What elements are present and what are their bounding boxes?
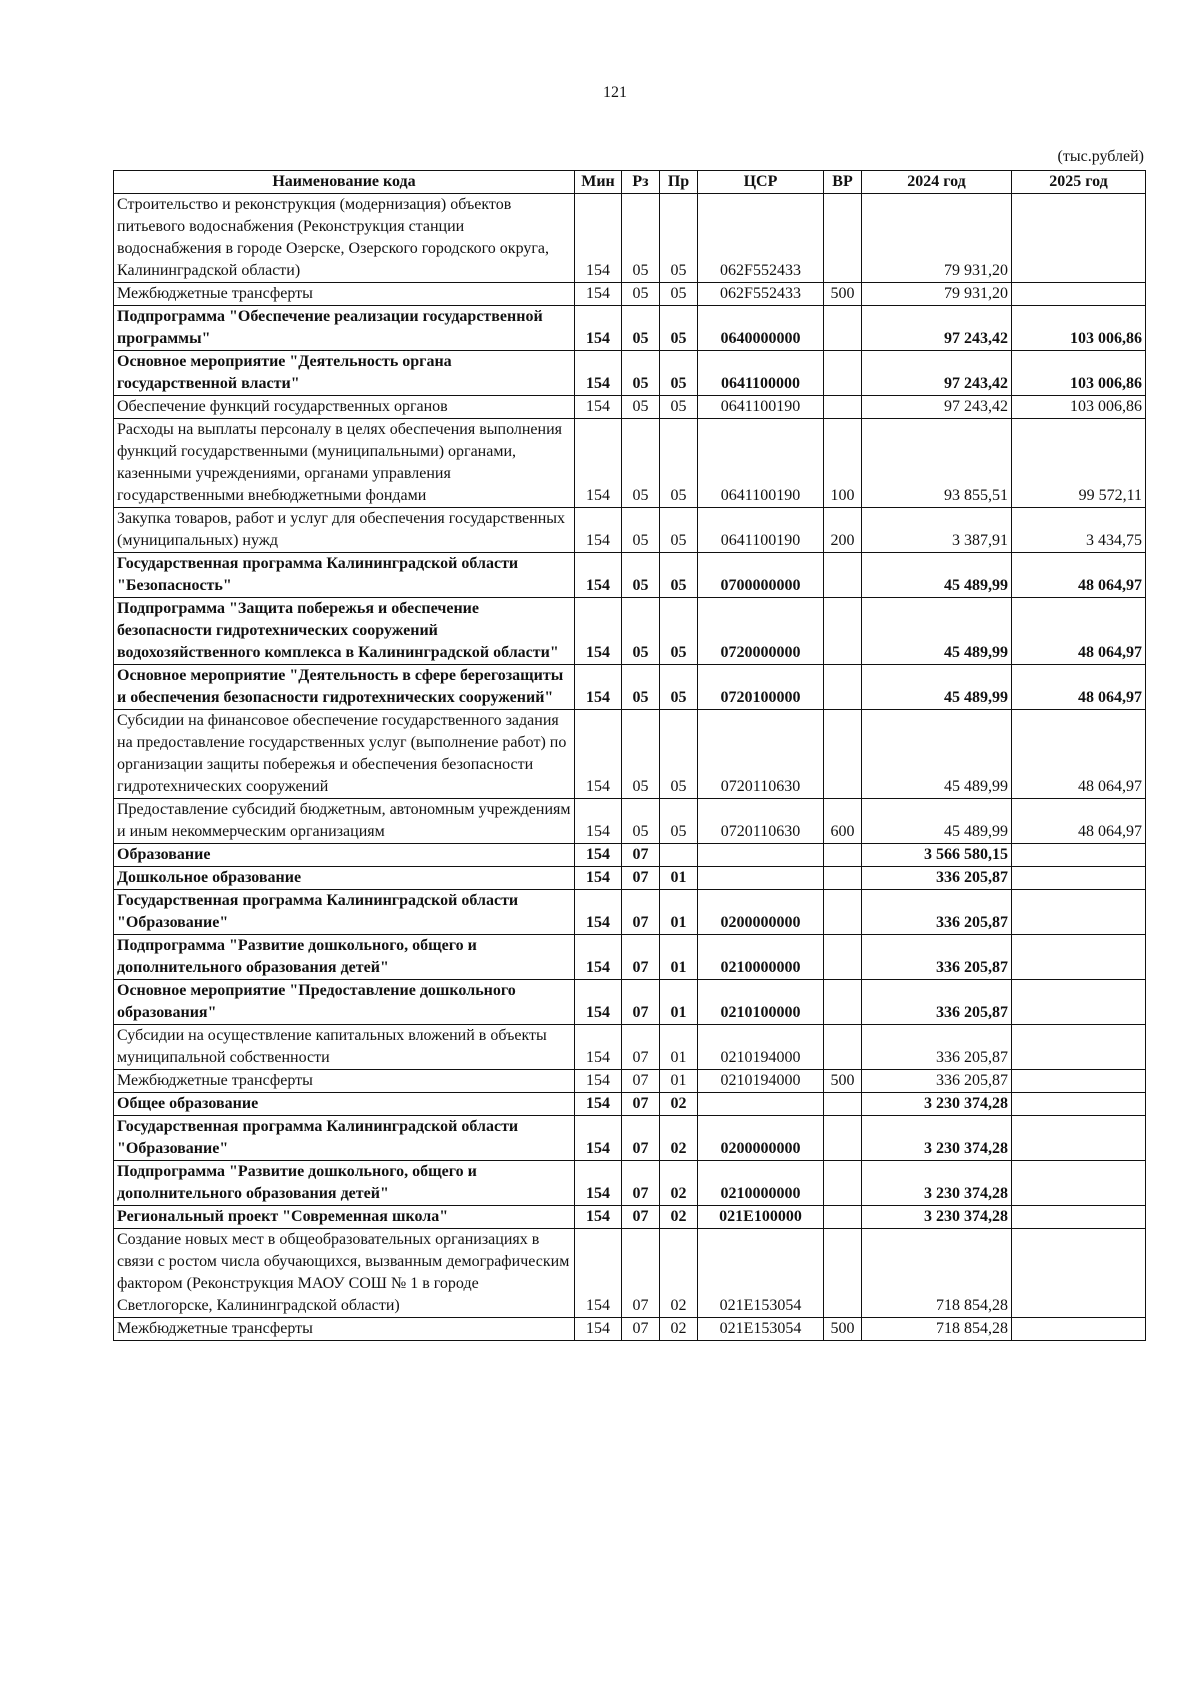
cell-2025 — [1012, 1025, 1146, 1070]
cell-csr: 0210194000 — [698, 1070, 824, 1093]
cell-name: Подпрограмма "Обеспечение реализации государственной программы" — [114, 306, 575, 351]
cell-min: 154 — [575, 508, 622, 553]
cell-min: 154 — [575, 598, 622, 665]
cell-min: 154 — [575, 351, 622, 396]
cell-2024: 718 854,28 — [862, 1318, 1012, 1341]
cell-csr: 0640000000 — [698, 306, 824, 351]
cell-name: Предоставление субсидий бюджетным, автономным учреждениям и иным некоммерческим организациям — [114, 799, 575, 844]
cell-name: Субсидии на осуществление капитальных вложений в объекты муниципальной собственности — [114, 1025, 575, 1070]
cell-2025: 48 064,97 — [1012, 598, 1146, 665]
cell-csr: 0210000000 — [698, 1161, 824, 1206]
cell-2025: 103 006,86 — [1012, 306, 1146, 351]
cell-2025 — [1012, 1093, 1146, 1116]
cell-rz: 05 — [622, 419, 660, 508]
table-row — [114, 1093, 1146, 1116]
cell-rz: 05 — [622, 710, 660, 799]
cell-vr: 100 — [824, 419, 862, 508]
cell-pr: 05 — [660, 799, 698, 844]
cell-2025 — [1012, 890, 1146, 935]
cell-min: 154 — [575, 1318, 622, 1341]
cell-csr: 0200000000 — [698, 1116, 824, 1161]
cell-rz: 05 — [622, 351, 660, 396]
cell-pr: 01 — [660, 1070, 698, 1093]
cell-min: 154 — [575, 1070, 622, 1093]
cell-rz: 05 — [622, 598, 660, 665]
table-row — [114, 867, 1146, 890]
cell-2025: 103 006,86 — [1012, 351, 1146, 396]
table-row — [114, 1318, 1146, 1341]
cell-csr: 021Е100000 — [698, 1206, 824, 1229]
cell-csr: 0720100000 — [698, 665, 824, 710]
cell-pr: 05 — [660, 665, 698, 710]
cell-rz: 07 — [622, 1206, 660, 1229]
cell-2024: 336 205,87 — [862, 935, 1012, 980]
cell-2025: 103 006,86 — [1012, 396, 1146, 419]
cell-pr: 02 — [660, 1229, 698, 1318]
cell-rz: 07 — [622, 1025, 660, 1070]
cell-name: Строительство и реконструкция (модернизация) объектов питьевого водоснабжения (Реконструкция станции водоснабжения в городе Озерске, Озерского городского округа, Калининградской области) — [114, 194, 575, 283]
cell-csr: 0210194000 — [698, 1025, 824, 1070]
cell-pr: 01 — [660, 935, 698, 980]
cell-2024: 3 566 580,15 — [862, 844, 1012, 867]
cell-csr — [698, 867, 824, 890]
cell-min: 154 — [575, 1093, 622, 1116]
cell-pr: 02 — [660, 1093, 698, 1116]
cell-name: Подпрограмма "Развитие дошкольного, общего и дополнительного образования детей" — [114, 1161, 575, 1206]
cell-csr — [698, 1093, 824, 1116]
cell-2025 — [1012, 980, 1146, 1025]
cell-pr: 01 — [660, 867, 698, 890]
table-row — [114, 553, 1146, 598]
cell-csr: 0641100190 — [698, 396, 824, 419]
cell-csr: 0200000000 — [698, 890, 824, 935]
cell-2025 — [1012, 1070, 1146, 1093]
cell-pr: 05 — [660, 283, 698, 306]
cell-name: Основное мероприятие "Предоставление дошкольного образования" — [114, 980, 575, 1025]
cell-2025 — [1012, 1229, 1146, 1318]
cell-min: 154 — [575, 867, 622, 890]
cell-vr — [824, 844, 862, 867]
cell-2025: 48 064,97 — [1012, 799, 1146, 844]
table-row — [114, 194, 1146, 283]
cell-min: 154 — [575, 1161, 622, 1206]
table-header-row — [114, 171, 1146, 194]
cell-2025 — [1012, 1161, 1146, 1206]
cell-2024: 45 489,99 — [862, 598, 1012, 665]
budget-table — [113, 170, 1146, 1341]
cell-2024: 79 931,20 — [862, 194, 1012, 283]
cell-2024: 3 230 374,28 — [862, 1116, 1012, 1161]
cell-vr — [824, 1229, 862, 1318]
cell-2025: 99 572,11 — [1012, 419, 1146, 508]
table-row — [114, 710, 1146, 799]
cell-csr: 0210100000 — [698, 980, 824, 1025]
cell-2024: 336 205,87 — [862, 867, 1012, 890]
units-label: (тыс.рублей) — [1057, 148, 1144, 165]
cell-vr: 200 — [824, 508, 862, 553]
cell-min: 154 — [575, 1025, 622, 1070]
cell-min: 154 — [575, 1229, 622, 1318]
cell-name: Субсидии на финансовое обеспечение государственного задания на предоставление государственных услуг (выполнение работ) по организации защиты побережья и обеспечения безопасности гидротехнических сооружений — [114, 710, 575, 799]
table-row — [114, 351, 1146, 396]
cell-vr — [824, 598, 862, 665]
cell-2025 — [1012, 283, 1146, 306]
cell-2025 — [1012, 1318, 1146, 1341]
table-row — [114, 1070, 1146, 1093]
cell-min: 154 — [575, 980, 622, 1025]
cell-vr — [824, 980, 862, 1025]
cell-min: 154 — [575, 306, 622, 351]
cell-vr — [824, 1116, 862, 1161]
header-min: Мин — [575, 171, 622, 194]
table-row — [114, 1206, 1146, 1229]
cell-rz: 07 — [622, 1161, 660, 1206]
cell-2024: 45 489,99 — [862, 710, 1012, 799]
table-row — [114, 396, 1146, 419]
cell-2025 — [1012, 194, 1146, 283]
cell-2025: 3 434,75 — [1012, 508, 1146, 553]
cell-2024: 3 387,91 — [862, 508, 1012, 553]
cell-csr: 0641100190 — [698, 419, 824, 508]
cell-csr: 062F552433 — [698, 194, 824, 283]
cell-min: 154 — [575, 665, 622, 710]
cell-name: Межбюджетные трансферты — [114, 1070, 575, 1093]
table-row — [114, 1229, 1146, 1318]
cell-rz: 05 — [622, 799, 660, 844]
cell-pr: 02 — [660, 1206, 698, 1229]
cell-2024: 718 854,28 — [862, 1229, 1012, 1318]
cell-pr: 02 — [660, 1116, 698, 1161]
cell-name: Общее образование — [114, 1093, 575, 1116]
cell-min: 154 — [575, 553, 622, 598]
cell-rz: 07 — [622, 890, 660, 935]
cell-pr: 01 — [660, 890, 698, 935]
cell-rz: 07 — [622, 1070, 660, 1093]
cell-name: Государственная программа Калининградской области "Образование" — [114, 890, 575, 935]
table-row — [114, 598, 1146, 665]
page-number: 121 — [603, 84, 627, 101]
header-pr: Пр — [660, 171, 698, 194]
cell-2024: 45 489,99 — [862, 553, 1012, 598]
table-row — [114, 1161, 1146, 1206]
table-row — [114, 799, 1146, 844]
cell-csr: 0210000000 — [698, 935, 824, 980]
table-row — [114, 1025, 1146, 1070]
cell-vr — [824, 1093, 862, 1116]
header-csr: ЦСР — [698, 171, 824, 194]
cell-pr: 05 — [660, 710, 698, 799]
cell-min: 154 — [575, 194, 622, 283]
cell-2025 — [1012, 867, 1146, 890]
cell-2024: 93 855,51 — [862, 419, 1012, 508]
cell-vr: 500 — [824, 283, 862, 306]
cell-vr — [824, 553, 862, 598]
cell-vr: 500 — [824, 1070, 862, 1093]
cell-name: Межбюджетные трансферты — [114, 283, 575, 306]
table-row — [114, 283, 1146, 306]
table-row — [114, 935, 1146, 980]
cell-rz: 07 — [622, 1093, 660, 1116]
cell-min: 154 — [575, 935, 622, 980]
cell-2025 — [1012, 1206, 1146, 1229]
cell-csr — [698, 844, 824, 867]
cell-pr: 05 — [660, 351, 698, 396]
cell-csr: 0720110630 — [698, 799, 824, 844]
cell-2024: 3 230 374,28 — [862, 1093, 1012, 1116]
cell-rz: 07 — [622, 1229, 660, 1318]
cell-vr: 600 — [824, 799, 862, 844]
cell-2025: 48 064,97 — [1012, 710, 1146, 799]
cell-min: 154 — [575, 419, 622, 508]
cell-rz: 07 — [622, 844, 660, 867]
cell-pr: 02 — [660, 1161, 698, 1206]
cell-2024: 97 243,42 — [862, 396, 1012, 419]
cell-csr: 062F552433 — [698, 283, 824, 306]
cell-vr — [824, 351, 862, 396]
cell-pr — [660, 844, 698, 867]
cell-pr: 05 — [660, 508, 698, 553]
header-2024: 2024 год — [862, 171, 1012, 194]
cell-min: 154 — [575, 1206, 622, 1229]
cell-pr: 05 — [660, 396, 698, 419]
cell-pr: 01 — [660, 980, 698, 1025]
cell-rz: 07 — [622, 935, 660, 980]
cell-vr — [824, 1025, 862, 1070]
cell-rz: 05 — [622, 665, 660, 710]
cell-2024: 3 230 374,28 — [862, 1161, 1012, 1206]
cell-rz: 05 — [622, 306, 660, 351]
cell-name: Расходы на выплаты персоналу в целях обеспечения выполнения функций государственными (муниципальными) органами, казенными учреждениями, органами управления государственными внебюджетными фондами — [114, 419, 575, 508]
cell-name: Создание новых мест в общеобразовательных организациях в связи с ростом числа обучающихся, вызванным демографическим фактором (Реконструкция МАОУ СОШ № 1 в городе Светлогорске, Калининградской области) — [114, 1229, 575, 1318]
cell-pr: 01 — [660, 1025, 698, 1070]
cell-pr: 05 — [660, 194, 698, 283]
cell-csr: 021Е153054 — [698, 1318, 824, 1341]
table-row — [114, 306, 1146, 351]
cell-vr — [824, 890, 862, 935]
cell-2025 — [1012, 935, 1146, 980]
cell-2025 — [1012, 1116, 1146, 1161]
cell-rz: 07 — [622, 980, 660, 1025]
cell-name: Закупка товаров, работ и услуг для обеспечения государственных (муниципальных) нужд — [114, 508, 575, 553]
cell-2024: 336 205,87 — [862, 890, 1012, 935]
cell-2025 — [1012, 844, 1146, 867]
cell-csr: 0720110630 — [698, 710, 824, 799]
cell-2024: 45 489,99 — [862, 665, 1012, 710]
table-row — [114, 419, 1146, 508]
cell-rz: 05 — [622, 396, 660, 419]
cell-vr — [824, 1206, 862, 1229]
cell-name: Межбюджетные трансферты — [114, 1318, 575, 1341]
cell-name: Подпрограмма "Развитие дошкольного, общего и дополнительного образования детей" — [114, 935, 575, 980]
cell-name: Государственная программа Калининградской области "Образование" — [114, 1116, 575, 1161]
cell-min: 154 — [575, 396, 622, 419]
cell-vr — [824, 710, 862, 799]
cell-name: Региональный проект "Современная школа" — [114, 1206, 575, 1229]
cell-min: 154 — [575, 799, 622, 844]
table-body — [114, 194, 1146, 1341]
cell-name: Подпрограмма "Защита побережья и обеспечение безопасности гидротехнических сооружений водохозяйственного комплекса в Калининградской области" — [114, 598, 575, 665]
cell-csr: 0700000000 — [698, 553, 824, 598]
cell-2024: 97 243,42 — [862, 351, 1012, 396]
cell-csr: 0641100000 — [698, 351, 824, 396]
cell-rz: 05 — [622, 194, 660, 283]
cell-rz: 07 — [622, 1318, 660, 1341]
cell-pr: 02 — [660, 1318, 698, 1341]
cell-csr: 021Е153054 — [698, 1229, 824, 1318]
table-row — [114, 1116, 1146, 1161]
cell-vr — [824, 1161, 862, 1206]
table-row — [114, 980, 1146, 1025]
cell-vr — [824, 396, 862, 419]
cell-pr: 05 — [660, 419, 698, 508]
cell-2024: 97 243,42 — [862, 306, 1012, 351]
cell-pr: 05 — [660, 306, 698, 351]
cell-rz: 05 — [622, 283, 660, 306]
cell-name: Основное мероприятие "Деятельность в сфере берегозащиты и обеспечения безопасности гидротехнических сооружений" — [114, 665, 575, 710]
cell-vr — [824, 306, 862, 351]
cell-min: 154 — [575, 1116, 622, 1161]
cell-vr — [824, 194, 862, 283]
cell-vr — [824, 935, 862, 980]
cell-pr: 05 — [660, 553, 698, 598]
table-row — [114, 890, 1146, 935]
table-row — [114, 508, 1146, 553]
header-name: Наименование кода — [114, 171, 575, 194]
cell-name: Дошкольное образование — [114, 867, 575, 890]
cell-vr — [824, 867, 862, 890]
cell-csr: 0720000000 — [698, 598, 824, 665]
cell-rz: 07 — [622, 867, 660, 890]
cell-csr: 0641100190 — [698, 508, 824, 553]
cell-name: Государственная программа Калининградской области "Безопасность" — [114, 553, 575, 598]
header-vr: ВР — [824, 171, 862, 194]
cell-vr: 500 — [824, 1318, 862, 1341]
header-rz: Рз — [622, 171, 660, 194]
cell-2025: 48 064,97 — [1012, 665, 1146, 710]
cell-name: Образование — [114, 844, 575, 867]
cell-min: 154 — [575, 844, 622, 867]
cell-2024: 79 931,20 — [862, 283, 1012, 306]
cell-min: 154 — [575, 890, 622, 935]
cell-name: Обеспечение функций государственных органов — [114, 396, 575, 419]
cell-2024: 336 205,87 — [862, 1070, 1012, 1093]
cell-2024: 336 205,87 — [862, 980, 1012, 1025]
table-row — [114, 844, 1146, 867]
cell-2025: 48 064,97 — [1012, 553, 1146, 598]
cell-rz: 05 — [622, 508, 660, 553]
cell-rz: 07 — [622, 1116, 660, 1161]
cell-2024: 3 230 374,28 — [862, 1206, 1012, 1229]
cell-2024: 336 205,87 — [862, 1025, 1012, 1070]
cell-pr: 05 — [660, 598, 698, 665]
cell-min: 154 — [575, 710, 622, 799]
cell-rz: 05 — [622, 553, 660, 598]
cell-vr — [824, 665, 862, 710]
cell-name: Основное мероприятие "Деятельность органа государственной власти" — [114, 351, 575, 396]
cell-2024: 45 489,99 — [862, 799, 1012, 844]
cell-min: 154 — [575, 283, 622, 306]
table-row — [114, 665, 1146, 710]
header-2025: 2025 год — [1012, 171, 1146, 194]
